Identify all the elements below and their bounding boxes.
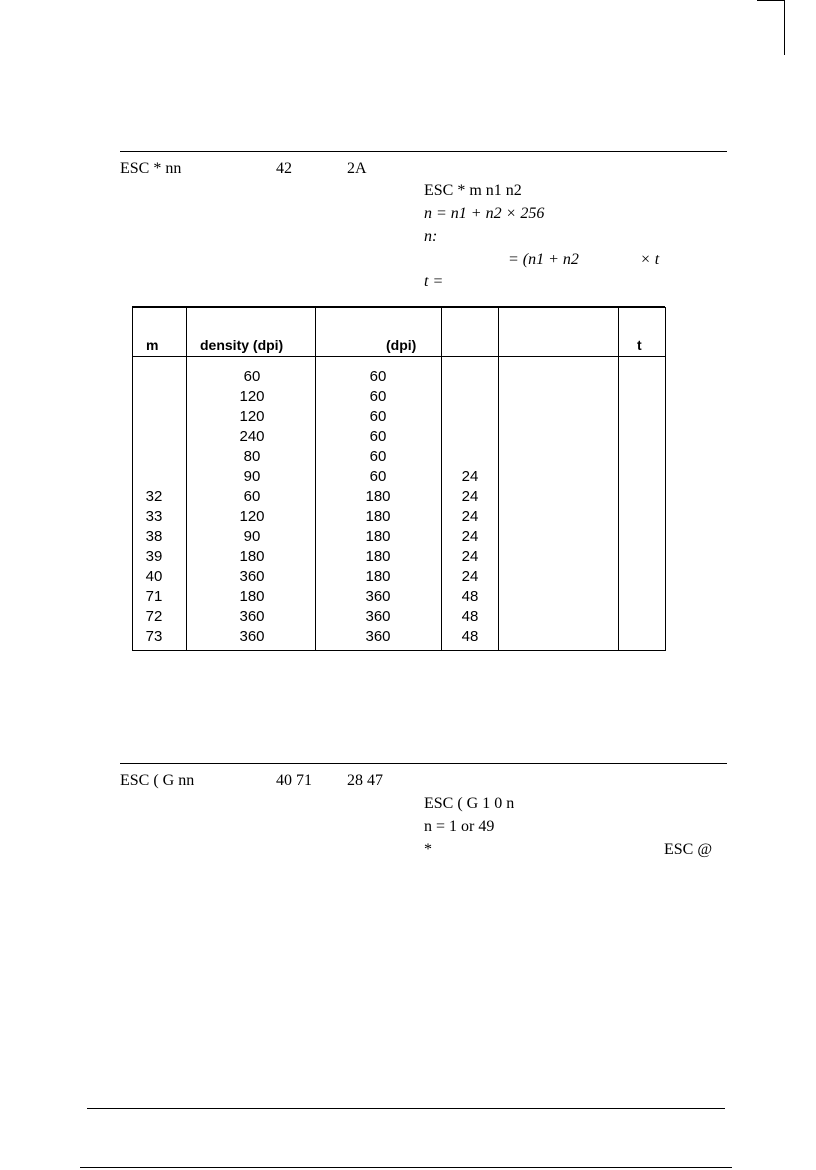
cell-v-density: 180 — [365, 548, 391, 565]
cell-m: 71 — [145, 588, 163, 605]
table-header-m: m — [146, 337, 159, 353]
decimal-code-2: 40 71 — [276, 772, 312, 789]
cell-v-density: 180 — [365, 488, 391, 505]
cell-h-density: 120 — [239, 388, 265, 405]
n-values: n = 1 or 49 — [424, 818, 495, 835]
table-col-divider — [498, 307, 499, 650]
cell-dots: 24 — [461, 548, 479, 565]
decimal-code: 42 — [276, 160, 292, 177]
cell-m: 40 — [145, 568, 163, 585]
hex-code-2: 28 47 — [347, 772, 383, 789]
cell-dots: 24 — [461, 488, 479, 505]
cell-v-density: 60 — [369, 368, 387, 385]
cell-h-density: 240 — [239, 428, 265, 445]
cell-h-density: 60 — [243, 368, 261, 385]
cell-h-density: 120 — [239, 508, 265, 525]
cell-m: 33 — [145, 508, 163, 525]
cell-h-density: 90 — [243, 468, 261, 485]
table-header-t: t — [637, 337, 642, 353]
cell-h-density: 80 — [243, 448, 261, 465]
cell-v-density: 60 — [369, 448, 387, 465]
table-col-divider — [186, 307, 187, 650]
cell-m: 39 — [145, 548, 163, 565]
equation-line: = (n1 + n2 — [508, 251, 579, 268]
cell-v-density: 180 — [365, 568, 391, 585]
cell-dots: 48 — [461, 588, 479, 605]
cell-v-density: 360 — [365, 588, 391, 605]
footer-rule — [87, 1108, 725, 1109]
footer-rule-bottom — [80, 1167, 732, 1168]
section-rule-top — [120, 151, 727, 152]
cell-v-density: 360 — [365, 628, 391, 645]
cell-v-density: 360 — [365, 608, 391, 625]
command-name: ESC * nn — [120, 160, 182, 177]
t-label: t = — [424, 273, 444, 290]
cell-dots: 24 — [461, 508, 479, 525]
cell-dots: 24 — [461, 568, 479, 585]
cell-h-density: 360 — [239, 628, 265, 645]
cell-h-density: 180 — [239, 588, 265, 605]
cell-m: 38 — [145, 528, 163, 545]
format-line-2: ESC ( G 1 0 n — [424, 795, 515, 812]
reset-command: ESC @ — [664, 841, 713, 858]
table-header-divider — [132, 356, 665, 357]
equation-tail: × t — [640, 251, 660, 268]
cell-h-density: 360 — [239, 608, 265, 625]
cell-dots: 48 — [461, 628, 479, 645]
crop-mark — [757, 0, 785, 55]
cell-dots: 24 — [461, 528, 479, 545]
cell-v-density: 60 — [369, 388, 387, 405]
cell-h-density: 120 — [239, 408, 265, 425]
cell-v-density: 60 — [369, 468, 387, 485]
cell-dots: 24 — [461, 468, 479, 485]
cell-h-density: 360 — [239, 568, 265, 585]
formula-n: n = n1 + n2 × 256 — [424, 205, 545, 222]
cell-v-density: 180 — [365, 508, 391, 525]
cell-m: 73 — [145, 628, 163, 645]
cell-m: 32 — [145, 488, 163, 505]
cell-v-density: 60 — [369, 428, 387, 445]
table-header-v-density: (dpi) — [386, 337, 417, 353]
asterisk-note: * — [424, 841, 432, 858]
table-col-divider — [618, 307, 619, 650]
section-rule-2 — [120, 763, 727, 764]
n-label: n: — [424, 228, 438, 245]
cell-v-density: 60 — [369, 408, 387, 425]
format-line: ESC * m n1 n2 — [424, 182, 522, 199]
cell-h-density: 90 — [243, 528, 261, 545]
hex-code: 2A — [347, 160, 367, 177]
cell-h-density: 60 — [243, 488, 261, 505]
table-header-h-density: density (dpi) — [200, 337, 284, 353]
cell-h-density: 180 — [239, 548, 265, 565]
cell-m: 72 — [145, 608, 163, 625]
command-name-2: ESC ( G nn — [120, 772, 195, 789]
cell-v-density: 180 — [365, 528, 391, 545]
cell-dots: 48 — [461, 608, 479, 625]
